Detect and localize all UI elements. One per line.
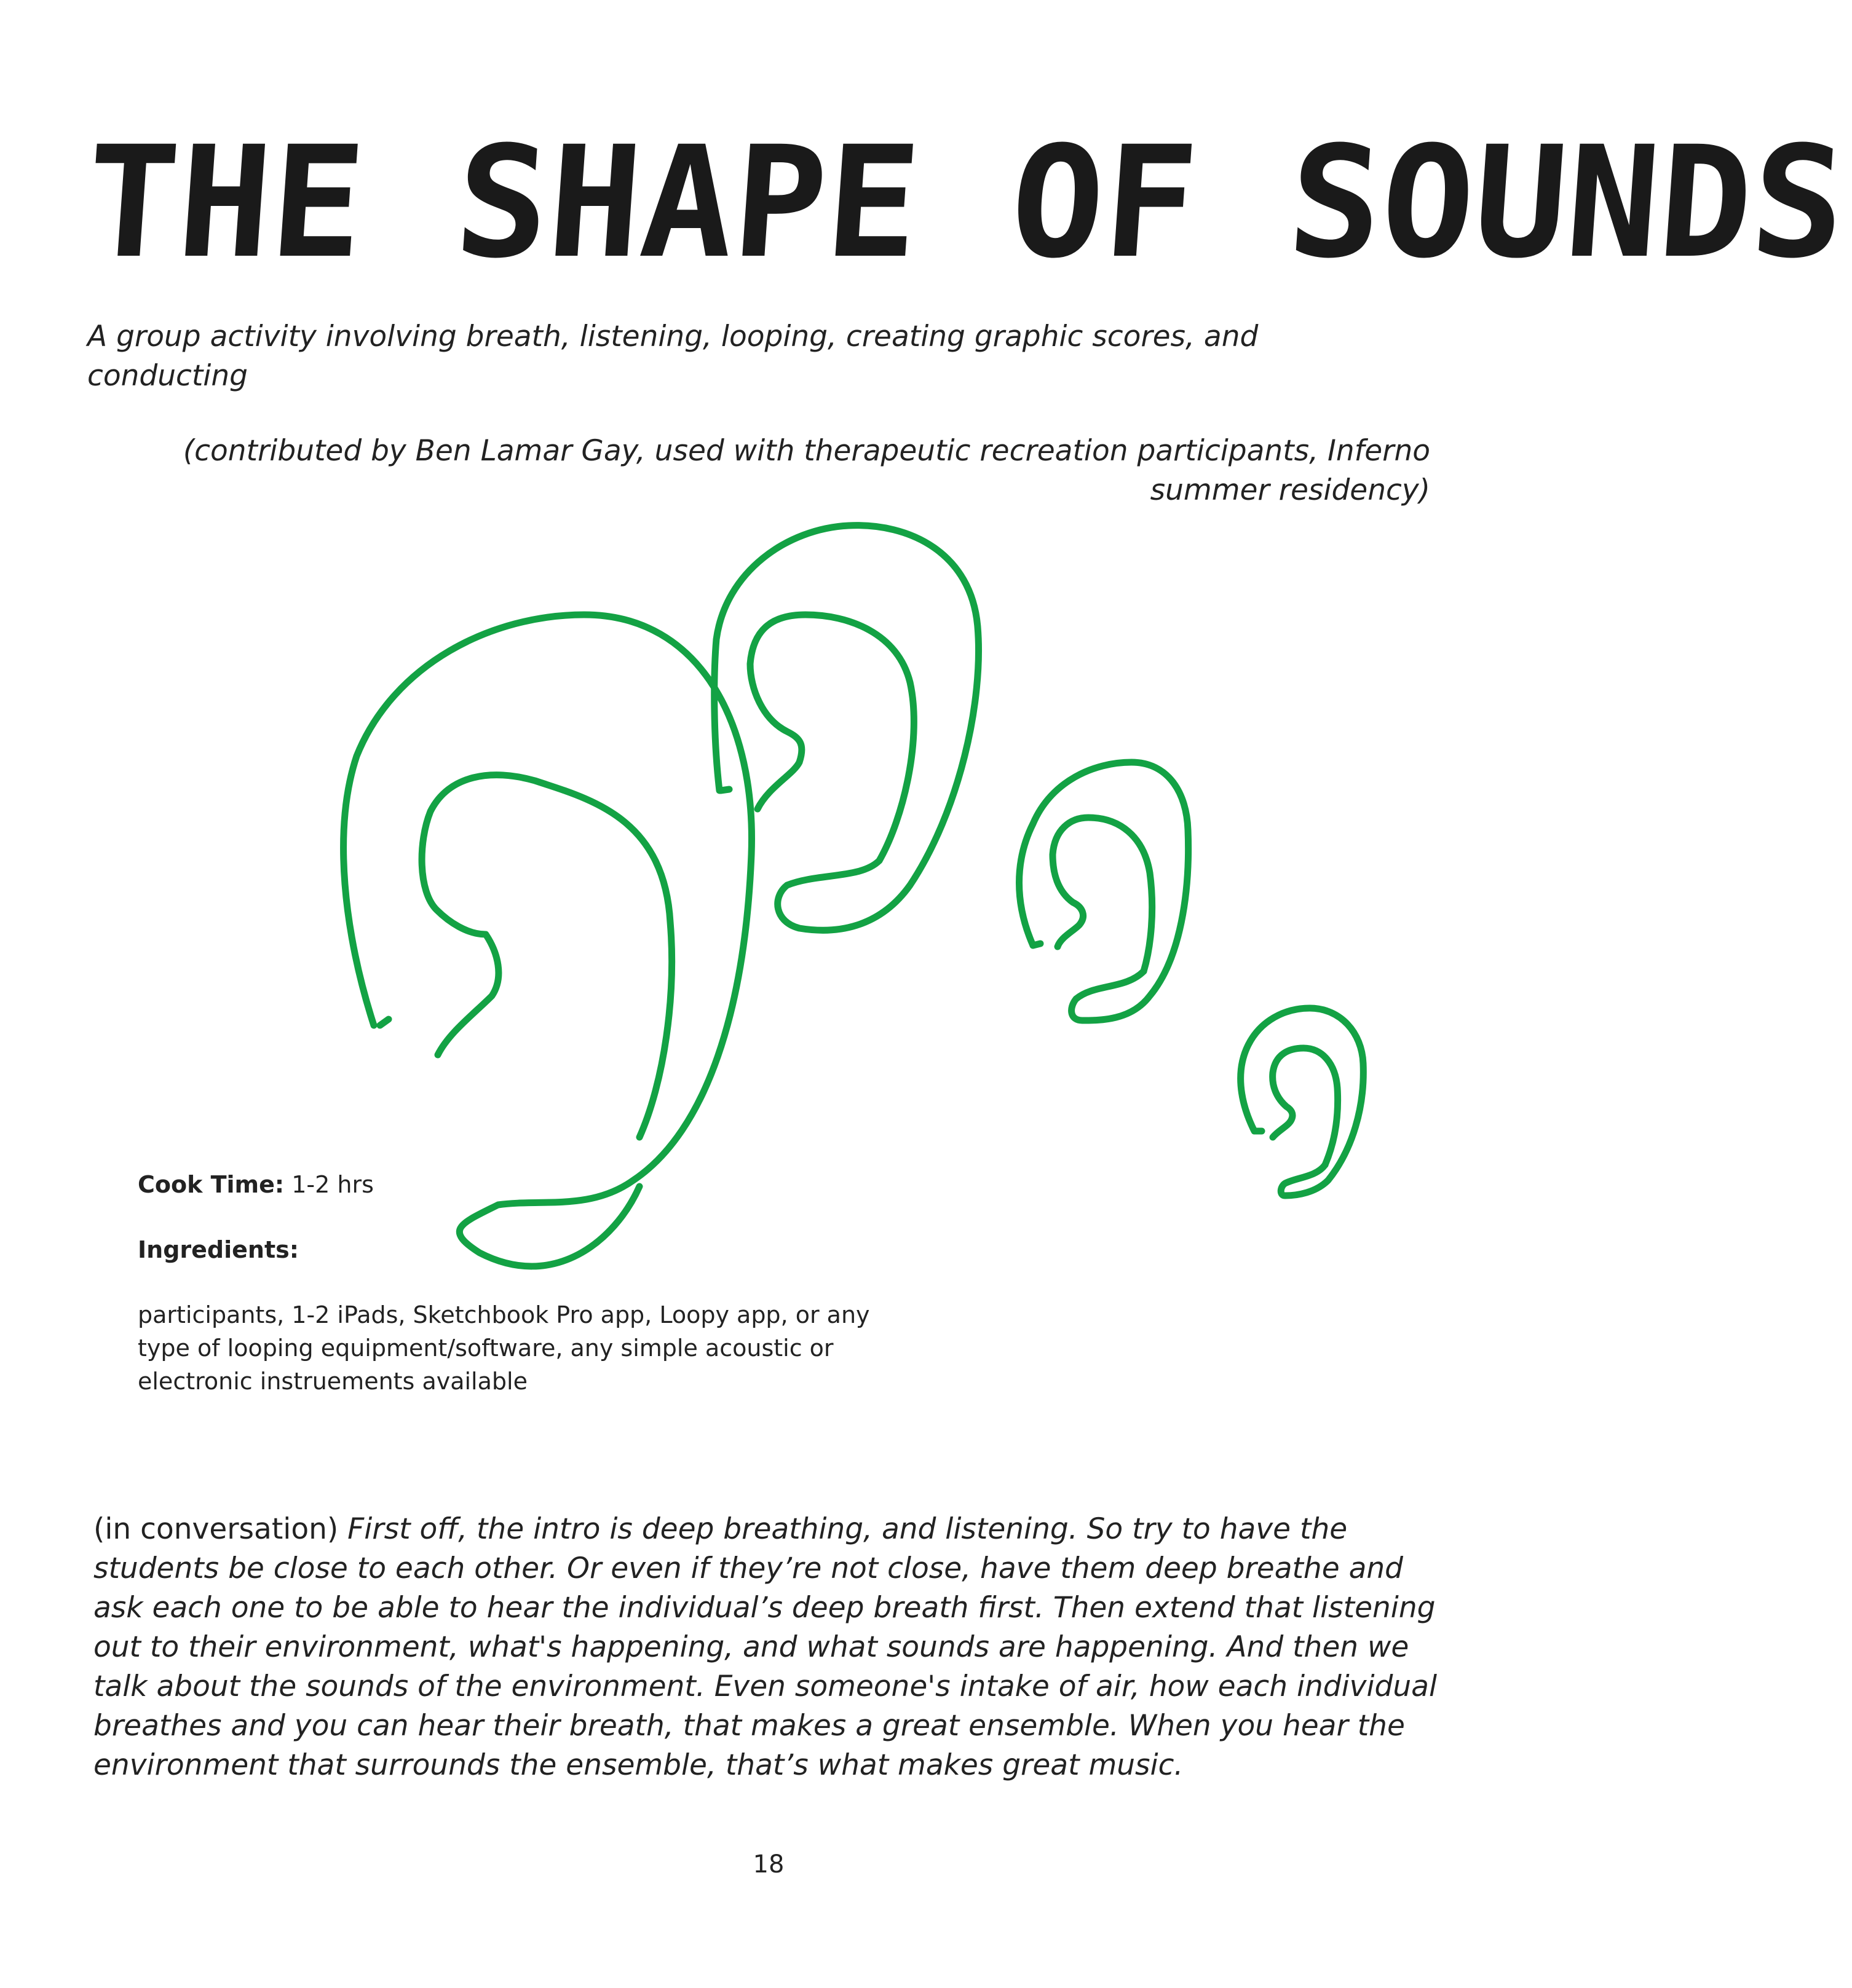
ingredients-list: participants, 1-2 iPads, Sketchbook Pro app, Loopy app, or any type of looping equipment/software, any simple acoustic or electronic instruements available — [138, 1301, 870, 1395]
ear-icon — [1019, 762, 1189, 1020]
conversation-lead: (in conversation) — [93, 1512, 339, 1546]
cook-time-label: Cook Time: — [138, 1171, 285, 1198]
recipe-info — [138, 1168, 912, 1398]
page-title: THE SHAPE OF SOUNDS — [79, 113, 1851, 292]
ingredients-label: Ingredients: — [138, 1236, 299, 1263]
conversation-paragraph — [93, 1510, 1446, 1785]
contributor-credit: (contributed by Ben Lamar Gay, used with therapeutic recreation participants, Inferno summer residency) — [183, 434, 1430, 507]
conversation-text: First off, the intro is deep breathing, and listening. So try to have the students be close to each other. Or even if they’re not close, have them deep breathe and ask each one to be able to hear the individual’s deep breath first. Then extend that listening out to their environment, what's happening, and what sounds are happening. And then we talk about the sounds of the environment. Even someone's intake of air, how each individual breathes and you can hear their breath, that makes a great ensemble. When you hear the environment that surrounds the ensemble, that’s what makes great music. — [93, 1512, 1438, 1782]
cook-time-value: 1-2 hrs — [291, 1171, 374, 1198]
ear-icon — [1241, 1008, 1364, 1196]
page-number: 18 — [753, 1850, 785, 1879]
cook-time — [138, 1168, 912, 1201]
subtitle: A group activity involving breath, listening, looping, creating graphic scores, and conducting — [87, 320, 1259, 393]
